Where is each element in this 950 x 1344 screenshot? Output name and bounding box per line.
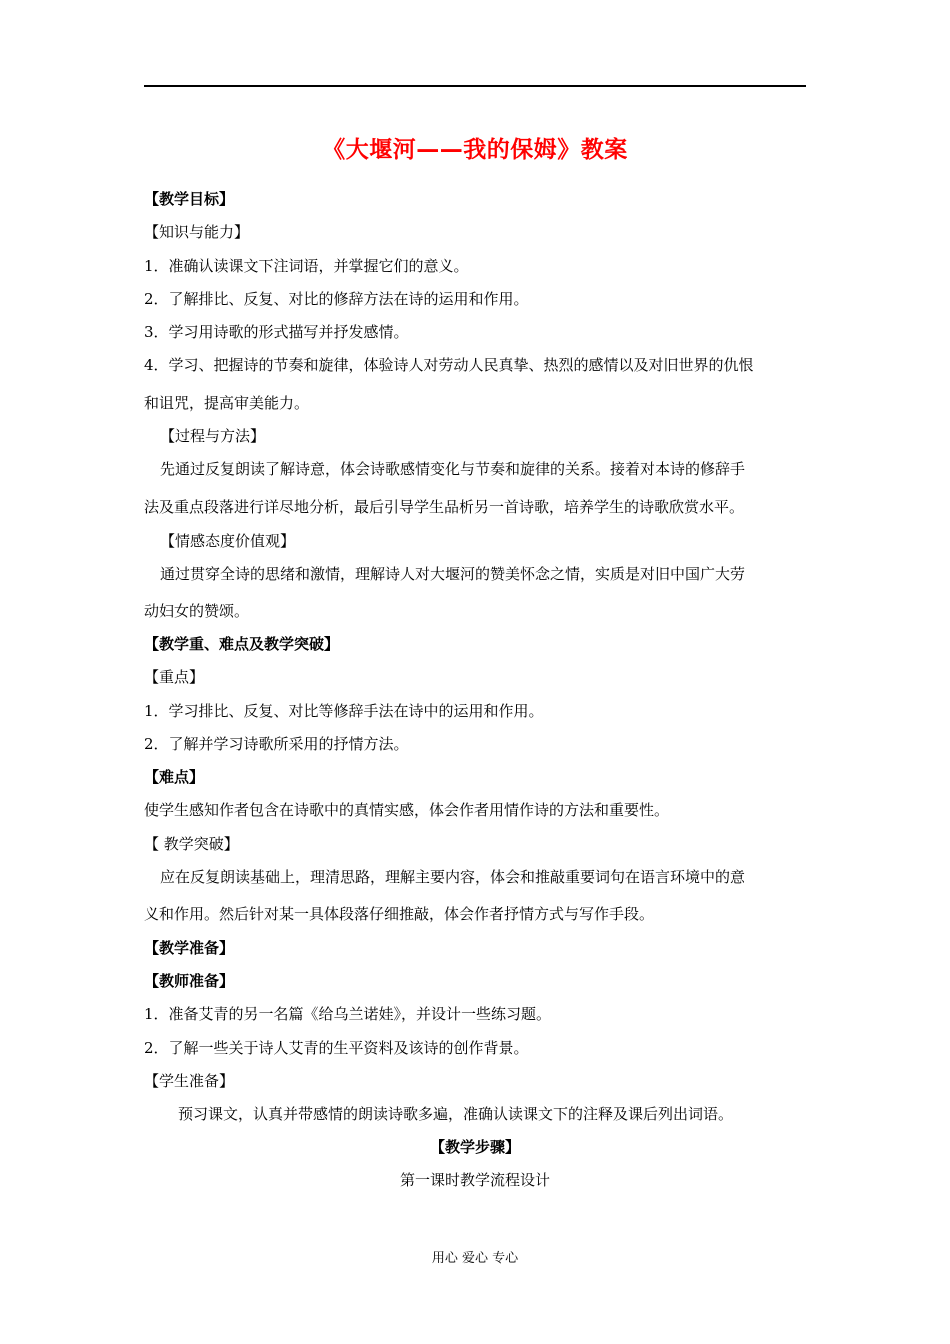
list-item: 2．了解并学习诗歌所采用的抒情方法。 [144,735,409,753]
list-item: 4．学习、把握诗的节奏和旋律，体验诗人对劳动人民真挚、热烈的感情以及对旧世界的仇恨 [144,356,754,374]
paragraph-line: 应在反复朗读基础上，理清思路，理解主要内容，体会和推敲重要词句在语言环境中的意 [160,868,746,886]
paragraph-line: 动妇女的赞颂。 [144,602,250,620]
list-item: 1．准确认读课文下注词语，并掌握它们的意义。 [144,257,469,275]
paragraph-line: 先通过反复朗读了解诗意，体会诗歌感情变化与节奏和旋律的关系。接着对本诗的修辞手 [160,460,746,478]
subheading-breakthrough: 【 教学突破】 [144,835,239,853]
lesson-subtitle: 第一课时教学流程设计 [399,1171,550,1189]
list-item: 1．准备艾青的另一名篇《给乌兰诺娃》，并设计一些练习题。 [144,1005,552,1023]
list-item: 2．了解一些关于诗人艾青的生平资料及该诗的创作背景。 [144,1039,529,1057]
header-rule [144,85,806,87]
document-title: 《大堰河——我的保姆》教案 [322,137,628,163]
paragraph-line: 预习课文，认真并带感情的朗读诗歌多遍，准确认读课文下的注释及课后列出词语。 [178,1105,734,1123]
subheading-process: 【过程与方法】 [160,427,266,445]
heading-teaching-goals: 【教学目标】 [144,190,235,208]
paragraph-line: 和诅咒，提高审美能力。 [144,394,310,412]
paragraph-line: 义和作用。然后针对某一具体段落仔细推敲，体会作者抒情方式与写作手段。 [144,905,655,923]
list-item: 2．了解排比、反复、对比的修辞方法在诗的运用和作用。 [144,290,529,308]
paragraph-line: 通过贯穿全诗的思绪和激情，理解诗人对大堰河的赞美怀念之情，实质是对旧中国广大劳 [160,565,746,583]
page-footer: 用心 爱心 专心 [431,1251,519,1266]
subheading-focus: 【重点】 [144,668,205,686]
paragraph-line: 法及重点段落进行详尽地分析，最后引导学生品析另一首诗歌，培养学生的诗歌欣赏水平。 [144,498,745,516]
heading-key-points: 【教学重、难点及教学突破】 [144,635,340,653]
subheading-knowledge: 【知识与能力】 [144,223,250,241]
subheading-difficulty: 【难点】 [144,768,205,786]
heading-steps: 【教学步骤】 [429,1138,520,1156]
heading-preparation: 【教学准备】 [144,939,235,957]
paragraph-line: 使学生感知作者包含在诗歌中的真情实感，体会作者用情作诗的方法和重要性。 [144,801,670,819]
list-item: 3．学习用诗歌的形式描写并抒发感情。 [144,323,409,341]
list-item: 1．学习排比、反复、对比等修辞手法在诗中的运用和作用。 [144,702,544,720]
subheading-emotion: 【情感态度价值观】 [160,532,296,550]
subheading-student-prep: 【学生准备】 [144,1072,235,1090]
subheading-teacher-prep: 【教师准备】 [144,972,235,990]
